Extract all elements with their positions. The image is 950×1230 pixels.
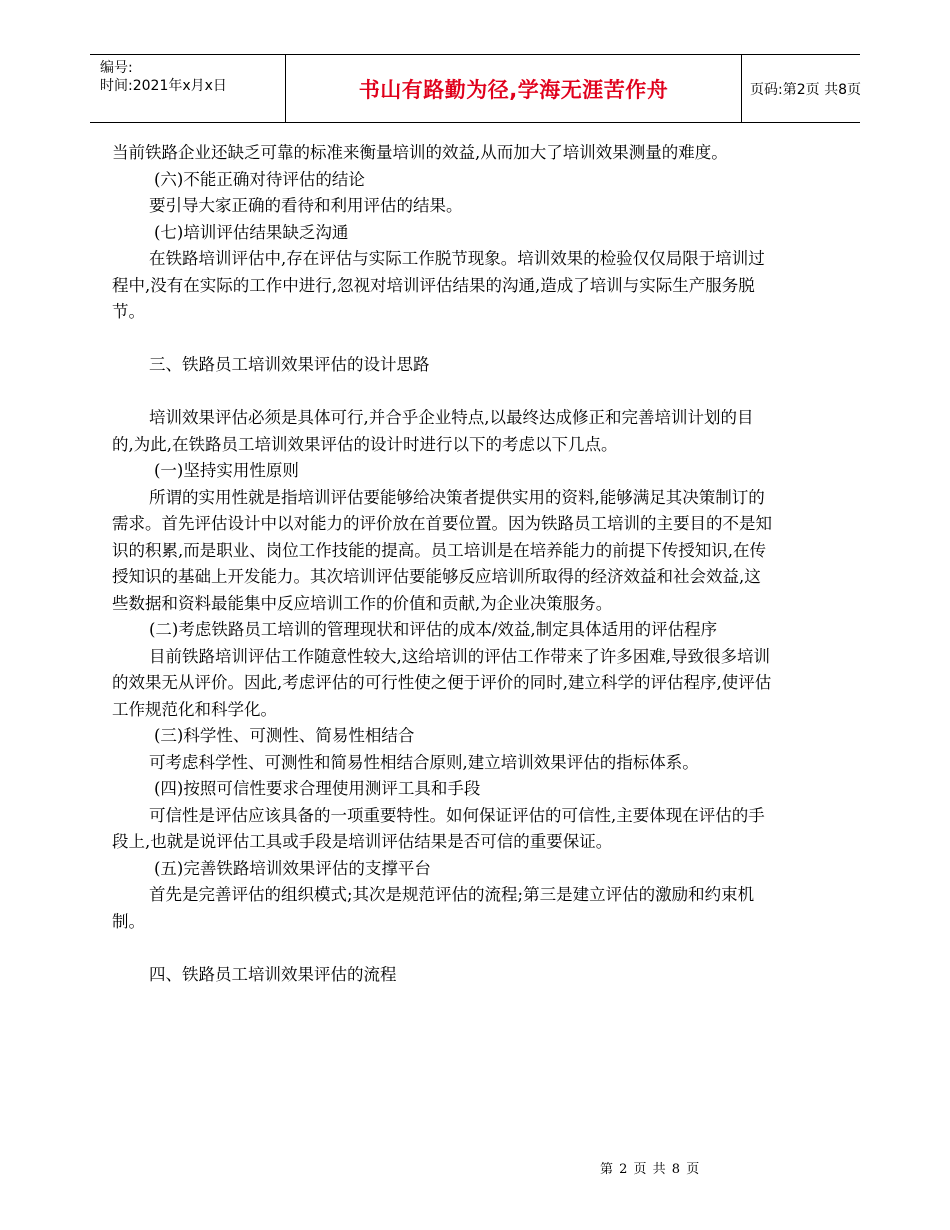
header-meta: [90, 55, 280, 122]
body-paragraph: 目前铁路培训评估工作随意性较大,这给培训的评估工作带来了许多困难,导致很多培训的效果无从评价。因此,考虑评估的可行性使之便于评价的同时,建立科学的评估程序,使评估工作规范化和科学化。: [112, 646, 772, 719]
body-paragraph: 在铁路培训评估中,存在评估与实际工作脱节现象。培训效果的检验仅仅局限于培训过程中,没有在实际的工作中进行,忽视对培训评估结果的沟通,造成了培训与实际生产服务脱节。: [112, 249, 765, 321]
page-header: [90, 54, 860, 123]
section-heading: 四、铁路员工培训效果评估的流程: [149, 964, 397, 984]
subsection-heading: (七)培训评估结果缺乏沟通: [154, 222, 349, 242]
page-footer: 第 2 页 共 8 页: [600, 1162, 701, 1177]
section-heading: 三、铁路员工培训效果评估的设计思路: [149, 355, 430, 374]
header-page-info: 页码:第2页 共8页: [750, 81, 861, 98]
document-time-label: 时间:2021年x月x日: [100, 78, 227, 94]
subsection-heading: (六)不能正确对待评估的结论: [154, 169, 365, 189]
body-paragraph: 当前铁路企业还缺乏可靠的标准来衡量培训的效益,从而加大了培训效果测量的难度。: [112, 143, 728, 162]
document-body: [112, 140, 772, 988]
subsection-heading: (四)按照可信性要求合理使用测评工具和手段: [154, 779, 481, 798]
body-paragraph: 可信性是评估应该具备的一项重要特性。如何保证评估的可信性,主要体现在评估的手段上,也就是说评估工具或手段是培训评估结果是否可信的重要保证。: [112, 805, 765, 851]
document-number-label: 编号:: [100, 60, 133, 76]
body-paragraph: 首先是完善评估的组织模式;其次是规范评估的流程;第三是建立评估的激励和约束机制。: [112, 885, 755, 931]
subsection-heading: (一)坚持实用性原则: [154, 461, 299, 480]
subsection-heading: (五)完善铁路培训效果评估的支撑平台: [154, 858, 431, 878]
header-motto: 书山有路勤为径,学海无涯苦作舟: [285, 55, 742, 122]
body-paragraph: 要引导大家正确的看待和利用评估的结果。: [149, 196, 463, 215]
body-paragraph: 培训效果评估必须是具体可行,并合乎企业特点,以最终达成修正和完善培训计划的目的,为此,在铁路员工培训效果评估的设计时进行以下的考虑以下几点。: [112, 408, 754, 454]
subsection-heading: (三)科学性、可测性、简易性相结合: [154, 726, 415, 745]
body-paragraph: 所谓的实用性就是指培训评估要能够给决策者提供实用的资料,能够满足其决策制订的需求。首先评估设计中以对能力的评价放在首要位置。因为铁路员工培训的主要目的不是知识的积累,而是职业、岗位工作技能的提高。员工培训是在培养能力的前提下传授知识,在传授知识的基础上开发能力。其次培训评估要能够反应培训所取得的经济效益和社会效益,这些数据和资料最能集中反应培训工作的价值和贡献,为企业决策服务。: [112, 487, 772, 613]
subsection-heading: (二)考虑铁路员工培训的管理现状和评估的成本/效益,制定具体适用的评估程序: [149, 620, 718, 639]
body-paragraph: 可考虑科学性、可测性和简易性相结合原则,建立培训效果评估的指标体系。: [149, 752, 699, 772]
